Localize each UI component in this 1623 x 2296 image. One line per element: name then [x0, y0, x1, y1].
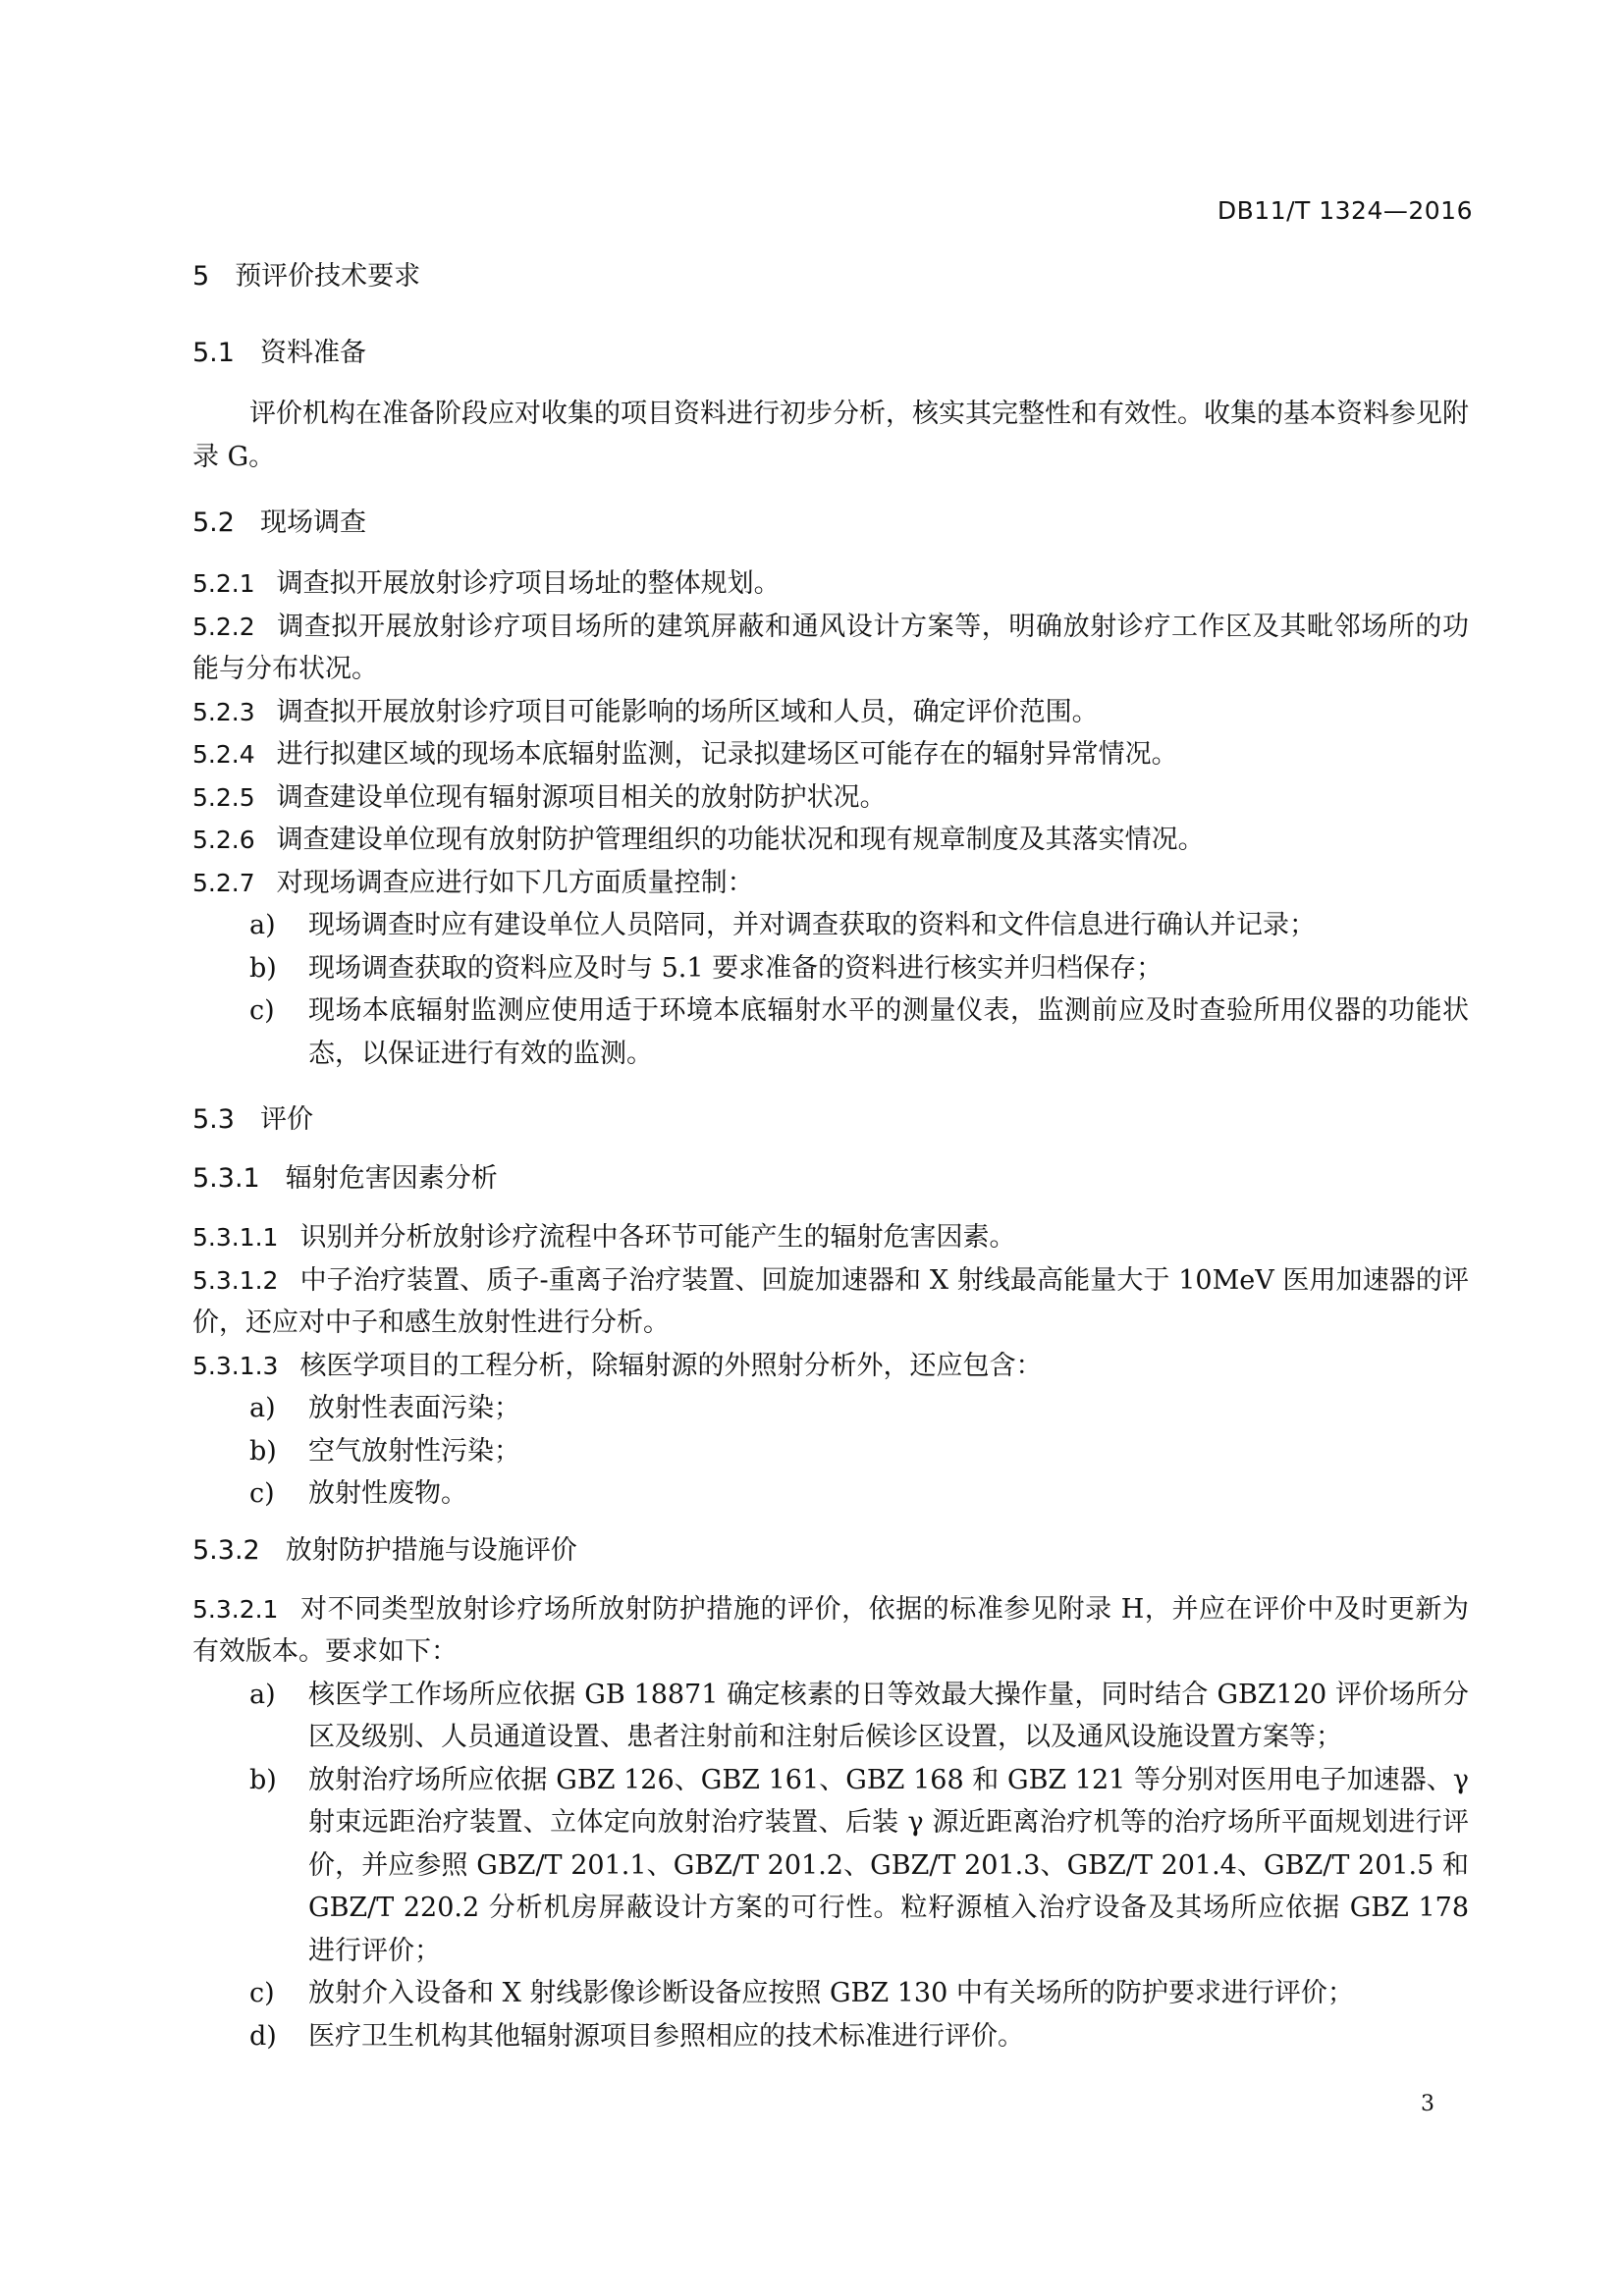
list-item-text: 空气放射性污染； — [308, 1435, 520, 1467]
list-item — [192, 1430, 1469, 1473]
clause-5-3-1-2 — [192, 1259, 1469, 1345]
clause-5-3-2-1 — [192, 1588, 1469, 1674]
section-title: 放射防护措施与设施评价 — [285, 1534, 577, 1566]
list-marker: c) — [249, 1478, 275, 1509]
clause-text: 调查拟开展放射诊疗项目可能影响的场所区域和人员，确定评价范围。 — [276, 696, 1099, 727]
list-marker: d) — [249, 2020, 277, 2052]
list-item — [192, 1387, 1469, 1430]
nuclear-medicine-list — [192, 1387, 1469, 1516]
section-title: 现场调查 — [259, 507, 366, 538]
list-item — [192, 1472, 1469, 1516]
list-marker: a) — [249, 910, 276, 940]
section-number: 5.3.2 — [192, 1534, 260, 1566]
clause-text: 调查拟开展放射诊疗项目场址的整体规划。 — [276, 568, 781, 599]
list-item-text: 核医学工作场所应依据 GB 18871 确定核素的日等效最大操作量，同时结合 GBZ120 评价场所分区及级别、人员通道设置、患者注射前和注射后候诊区设置，以及通风设施设置方案等； — [308, 1679, 1469, 1752]
clause-number: 5.3.1.2 — [192, 1265, 279, 1295]
section-number: 5.1 — [192, 338, 235, 368]
protection-evaluation-list — [192, 1674, 1469, 2058]
clause-text: 调查建设单位现有辐射源项目相关的放射防护状况。 — [276, 781, 887, 813]
section-5-3-2-heading — [192, 1531, 1469, 1571]
list-item-text: 现场调查时应有建设单位人员陪同，并对调查获取的资料和文件信息进行确认并记录； — [308, 910, 1316, 940]
list-marker: b) — [249, 952, 277, 984]
clause-number: 5.3.1.3 — [192, 1351, 279, 1380]
list-item-text: 放射性表面污染； — [308, 1393, 520, 1423]
clause-5-2-7 — [192, 862, 1469, 905]
list-item — [192, 2015, 1469, 2058]
clause-5-2-1 — [192, 562, 1469, 606]
clause-5-2-3 — [192, 691, 1469, 734]
list-marker: c) — [249, 995, 275, 1026]
clause-number: 5.2.5 — [192, 782, 255, 812]
clause-text: 调查拟开展放射诊疗项目场所的建筑屏蔽和通风设计方案等，明确放射诊疗工作区及其毗邻场所的功能与分布状况。 — [192, 611, 1469, 684]
paragraph: 评价机构在准备阶段应对收集的项目资料进行初步分析，核实其完整性和有效性。收集的基本资料参见附录 G。 — [192, 399, 1469, 472]
page-number: 3 — [1421, 2092, 1434, 2116]
list-item — [192, 1972, 1469, 2015]
list-item — [192, 1759, 1469, 1973]
list-item — [192, 904, 1469, 947]
document-code: DB11/T 1324—2016 — [1217, 196, 1473, 225]
list-item-text: 医疗卫生机构其他辐射源项目参照相应的技术标准进行评价。 — [308, 2020, 1024, 2052]
quality-control-list — [192, 904, 1469, 1075]
list-marker: b) — [249, 1764, 277, 1795]
list-item-text: 放射介入设备和 X 射线影像诊断设备应按照 GBZ 130 中有关场所的防护要求进行评价； — [308, 1978, 1354, 2008]
list-marker: c) — [249, 1978, 275, 2008]
list-item-text: 放射治疗场所应依据 GBZ 126、GBZ 161、GBZ 168 和 GBZ 121 等分别对医用电子加速器、γ 射束远距治疗装置、立体定向放射治疗装置、后装 γ 源近距离治疗机等的治疗场所平面规划进行评价，并应参照 GBZ/T 201.1、GBZ/T 201.2、GBZ/T 201.3、GBZ/T 201.4、GBZ/T 201.5 和 GBZ/T 220.2 分析机房屏蔽设计方案的可行性。粒籽源植入治疗设备及其场所应依据 GBZ 178 进行评价； — [308, 1764, 1469, 1966]
clause-number: 5.3.2.1 — [192, 1594, 279, 1624]
section-5-1-heading — [192, 334, 1469, 373]
clause-text: 识别并分析放射诊疗流程中各环节可能产生的辐射危害因素。 — [299, 1222, 1016, 1253]
section-number: 5.3 — [192, 1104, 235, 1135]
clause-number: 5.3.1.1 — [192, 1223, 279, 1252]
list-item-text: 现场调查获取的资料应及时与 5.1 要求准备的资料进行核实并归档保存； — [308, 952, 1163, 984]
clause-text: 对现场调查应进行如下几方面质量控制： — [276, 867, 754, 898]
clause-text: 进行拟建区域的现场本底辐射监测，记录拟建场区可能存在的辐射异常情况。 — [276, 739, 1178, 770]
section-5-3-1-heading — [192, 1159, 1469, 1199]
clause-5-2-2 — [192, 606, 1469, 691]
clause-5-2-4 — [192, 733, 1469, 776]
list-marker: a) — [249, 1679, 276, 1710]
section-number: 5.2 — [192, 507, 235, 538]
list-item — [192, 1674, 1469, 1759]
section-number: 5 — [192, 261, 210, 292]
list-item — [192, 989, 1469, 1075]
clause-number: 5.2.3 — [192, 697, 255, 726]
section-title: 辐射危害因素分析 — [285, 1163, 498, 1194]
list-item-text: 现场本底辐射监测应使用适于环境本底辐射水平的测量仪表，监测前应及时查验所用仪器的功能状态，以保证进行有效的监测。 — [308, 995, 1469, 1069]
list-marker: a) — [249, 1393, 276, 1423]
section-title: 预评价技术要求 — [235, 261, 421, 292]
clause-text: 调查建设单位现有放射防护管理组织的功能状况和现有规章制度及其落实情况。 — [276, 825, 1205, 855]
list-marker: b) — [249, 1435, 277, 1467]
section-number: 5.3.1 — [192, 1163, 260, 1194]
list-item-text: 放射性废物。 — [308, 1478, 467, 1509]
clause-5-3-1-3 — [192, 1345, 1469, 1388]
clause-5-3-1-1 — [192, 1216, 1469, 1259]
clause-text: 对不同类型放射诊疗场所放射防护措施的评价，依据的标准参见附录 H，并应在评价中及时更新为有效版本。要求如下： — [192, 1593, 1469, 1667]
page-content — [192, 257, 1469, 2057]
list-item — [192, 947, 1469, 990]
clause-number: 5.2.6 — [192, 826, 255, 854]
clause-number: 5.2.1 — [192, 569, 255, 598]
clause-5-2-6 — [192, 819, 1469, 862]
clause-number: 5.2.2 — [192, 612, 255, 641]
section-5-2-heading — [192, 504, 1469, 543]
clause-number: 5.2.7 — [192, 868, 255, 897]
section-title: 资料准备 — [259, 338, 366, 368]
clause-5-2-5 — [192, 776, 1469, 820]
clause-number: 5.2.4 — [192, 740, 255, 769]
clause-text: 核医学项目的工程分析，除辐射源的外照射分析外，还应包含： — [299, 1350, 1043, 1381]
section-5-3-heading — [192, 1100, 1469, 1140]
section-title: 评价 — [259, 1104, 313, 1135]
clause-text: 中子治疗装置、质子-重离子治疗装置、回旋加速器和 X 射线最高能量大于 10MeV 医用加速器的评价，还应对中子和感生放射性进行分析。 — [192, 1264, 1469, 1338]
section-5-heading — [192, 257, 1469, 296]
